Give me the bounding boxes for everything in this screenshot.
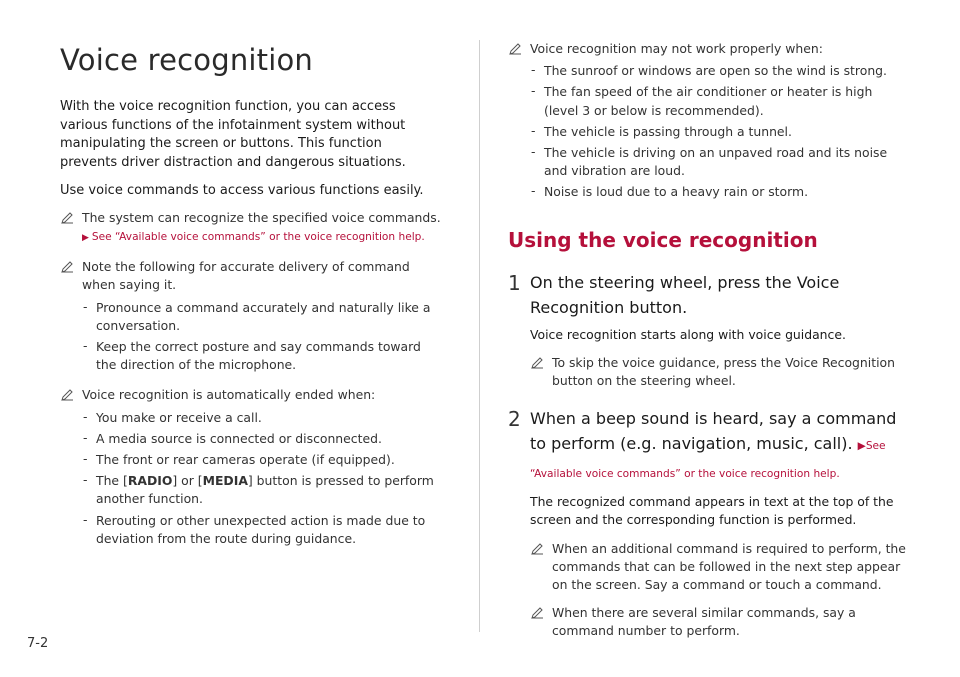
pencil-note-icon [508, 42, 522, 56]
step-instruction: On the steering wheel, press the Voice Recognition button. [530, 272, 840, 317]
note-text: When an additional command is required to perform, the commands that can be followed in the next step appear on the screen. Say a command or touch a command. [552, 540, 906, 593]
list-item: - A media source is connected or disconnected. [82, 430, 442, 448]
left-column [60, 40, 442, 551]
note-text: To skip the voice guidance, press the Voice Recognition button on the steering wheel. [552, 354, 895, 389]
see-text: See “Available voice commands” or the voice recognition help. [91, 231, 425, 244]
note-text: When there are several similar commands, say a command number to perform. [552, 605, 856, 639]
pencil-note-icon [530, 356, 544, 370]
pencil-note-icon [530, 606, 544, 620]
list-item-radio-media [82, 472, 442, 508]
step-1 [508, 270, 908, 391]
note-recognize [60, 209, 442, 246]
step-number: 2 [508, 407, 521, 432]
note-text: The system can recognize the specified voice commands. [82, 209, 441, 225]
media-button-label: MEDIA [202, 473, 248, 489]
list-item: - The vehicle is passing through a tunnel. [530, 123, 908, 141]
list-item: - The fan speed of the air conditioner or heater is high (level 3 or below is recommended). [530, 83, 908, 119]
step-note [530, 604, 908, 640]
pencil-note-icon [60, 211, 74, 225]
step-instruction-text: When a beep sound is heard, say a command to perform (e.g. navigation, music, call). [530, 409, 897, 454]
step-body: Voice recognition starts along with voice guidance. [530, 326, 846, 342]
note-text: Voice recognition may not work properly when: [530, 41, 823, 56]
list-item: - The sunroof or windows are open so the wind is strong. [530, 62, 908, 80]
list-item: - Pronounce a command accurately and naturally like a conversation. [82, 299, 442, 335]
note-text: Voice recognition is automatically ended when: [82, 387, 376, 403]
list-item: - You make or receive a call. [82, 409, 442, 427]
text-segment: ] or [ [172, 473, 203, 489]
page-number: 7-2 [27, 636, 49, 651]
page-title: Voice recognition [60, 43, 314, 77]
see-text: See “Available voice commands” or the voice recognition help. [530, 440, 886, 481]
step-number: 1 [508, 270, 521, 295]
text-segment: The [ [96, 473, 128, 489]
intro-paragraph: With the voice recognition function, you can access various functions of the infotainment system without manipulating the screen or buttons. This function prevents driver distraction and dangerous situations. [60, 99, 406, 170]
step-note [530, 540, 908, 595]
dash-list [82, 299, 442, 375]
column-divider [479, 40, 480, 632]
triangle-right-icon: ▶ [82, 233, 89, 244]
pencil-note-icon [60, 260, 74, 274]
right-column [508, 40, 908, 641]
note-auto-ended [60, 386, 442, 548]
list-item: - Keep the correct posture and say commands toward the direction of the microphone. [82, 338, 442, 374]
list-item: - Noise is loud due to a heavy rain or storm. [530, 183, 908, 201]
dash-list [530, 62, 908, 201]
text-segment: ] button is pressed to perform another function. [96, 473, 434, 507]
dash-list [82, 409, 442, 548]
list-item: - The front or rear cameras operate (if equipped). [82, 451, 442, 469]
list-item: - Rerouting or other unexpected action is made due to deviation from the route during guidance. [82, 512, 442, 548]
radio-button-label: RADIO [127, 473, 173, 489]
step-note [530, 354, 908, 390]
note-text: Note the following for accurate delivery of command when saying it. [82, 259, 410, 293]
triangle-right-icon: ▶ [857, 440, 866, 453]
pencil-note-icon [60, 388, 74, 402]
intro-paragraph-2: Use voice commands to access various functions easily. [60, 183, 424, 199]
list-item: - The vehicle is driving on an unpaved road and its noise and vibration are loud. [530, 144, 908, 180]
note-accurate-delivery [60, 258, 442, 374]
step-2 [508, 406, 908, 640]
pencil-note-icon [530, 542, 544, 556]
step-instruction [530, 406, 908, 487]
note-may-not-work [508, 40, 908, 202]
step-body: The recognized command appears in text at the top of the screen and the corresponding function is performed. [530, 494, 894, 528]
section-title: Using the voice recognition [508, 227, 818, 252]
see-reference[interactable] [82, 229, 442, 246]
